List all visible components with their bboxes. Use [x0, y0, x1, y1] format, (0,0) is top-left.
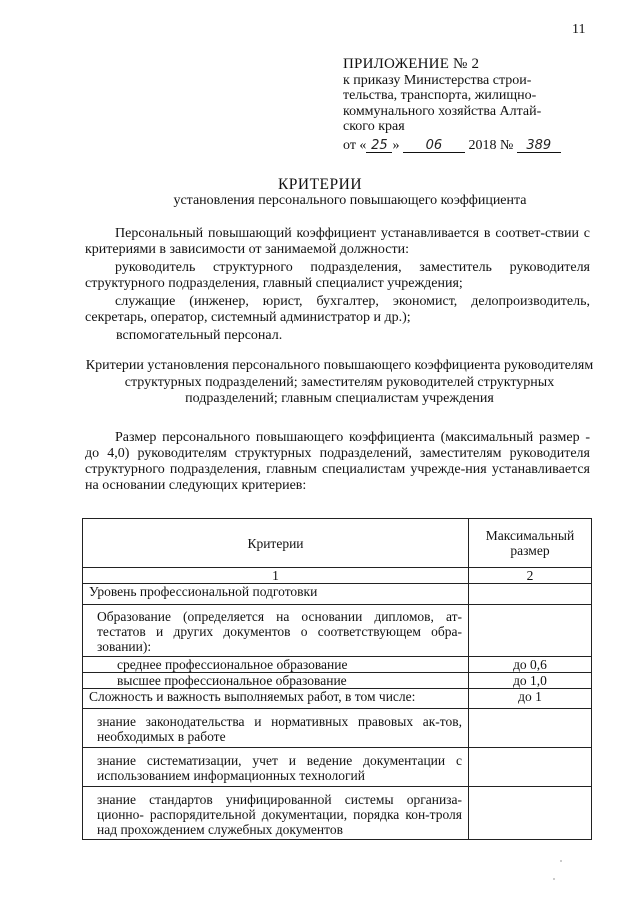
table-row — [83, 689, 592, 709]
appendix-line: коммунального хозяйства Алтай- — [343, 103, 542, 119]
intro-paragraph: Персональный повышающий коэффициент устанавливается в соответ-ствии с критериями в зависимости от занимаемой должности: — [85, 226, 590, 257]
table-number-row — [83, 568, 592, 584]
table-cell: знание систематизации, учет и ведение документации с использованием информационных технологий — [83, 748, 469, 787]
table-cell — [469, 605, 592, 657]
table-cell: Уровень профессиональной подготовки — [83, 584, 469, 605]
table-cell: до 0,6 — [469, 657, 592, 673]
appendix-line: тельства, транспорта, жилищно- — [343, 88, 537, 103]
document-title: КРИТЕРИИ — [277, 176, 363, 193]
section-paragraph: Размер персонального повышающего коэффициента (максимальный размер - до 4,0) руководителям структурных подразделений, заместителям руководителя структурного подразделения, главным специалистам учрежде-ния устанавливается на основании следующих критериев: — [85, 430, 590, 493]
table-row — [83, 605, 592, 657]
table-header-cell: Максимальный размер — [469, 519, 592, 568]
table-cell: 2 — [469, 568, 592, 584]
table-cell — [469, 787, 592, 840]
appendix-title: ПРИЛОЖЕНИЕ № 2 — [343, 56, 480, 72]
position-list-item: руководитель структурного подразделения, заместитель руководителя структурного подразделения, главный специалист учреждения; — [85, 260, 590, 291]
table-cell: 1 — [83, 568, 469, 584]
page-number: 11 — [572, 22, 586, 37]
table-row — [83, 748, 592, 787]
table-cell: до 1 — [469, 689, 592, 709]
date-month: 06 — [403, 139, 465, 153]
table-cell: Сложность и важность выполняемых работ, в том числе: — [83, 689, 469, 709]
table-cell: высшее профессиональное образование — [83, 673, 469, 689]
table-row — [83, 787, 592, 840]
position-list-item: вспомогательный персонал. — [116, 328, 283, 343]
table-cell — [469, 748, 592, 787]
position-list-item: служащие (инженер, юрист, бухгалтер, экономист, делопроизводитель, секретарь, оператор, системный администратор и др.); — [85, 294, 590, 325]
scan-speck — [553, 878, 555, 880]
table-header-cell: Критерии — [83, 519, 469, 568]
document-subtitle: установления персонального повышающего коэффициента — [173, 193, 527, 208]
appendix-date-line — [343, 138, 613, 154]
date-day: 25 — [366, 139, 392, 153]
date-mid: » — [392, 137, 400, 153]
section-title: Критерии установления персонального повышающего коэффициента руководителям структурных подразделений; заместителям руководителей структурных подразделений; главным специалистам учреждения — [85, 358, 594, 406]
table-cell: знание законодательства и нормативных правовых ак-тов, необходимых в работе — [83, 709, 469, 748]
table-row — [83, 709, 592, 748]
table-cell — [469, 709, 592, 748]
appendix-block — [343, 57, 613, 153]
date-prefix: от « — [343, 137, 367, 153]
table-cell: знание стандартов унифицированной системы организа-ционно- распорядительной документации, порядка кон-троля над прохождением служебных документов — [83, 787, 469, 840]
table-row — [83, 673, 592, 689]
table-row — [83, 584, 592, 605]
appendix-line: ского края — [343, 119, 405, 134]
criteria-table — [82, 518, 592, 840]
scan-speck — [560, 860, 562, 862]
table-header-row — [83, 519, 592, 568]
table-cell: среднее профессиональное образование — [83, 657, 469, 673]
order-number: 389 — [517, 139, 561, 153]
table-cell: Образование (определяется на основании дипломов, ат-тестатов и других документов о соответствующем обра-зовании): — [83, 605, 469, 657]
date-year: 2018 № — [468, 137, 514, 153]
table-cell — [469, 584, 592, 605]
table-row — [83, 657, 592, 673]
table-cell: до 1,0 — [469, 673, 592, 689]
appendix-line: к приказу Министерства строи- — [343, 72, 532, 88]
